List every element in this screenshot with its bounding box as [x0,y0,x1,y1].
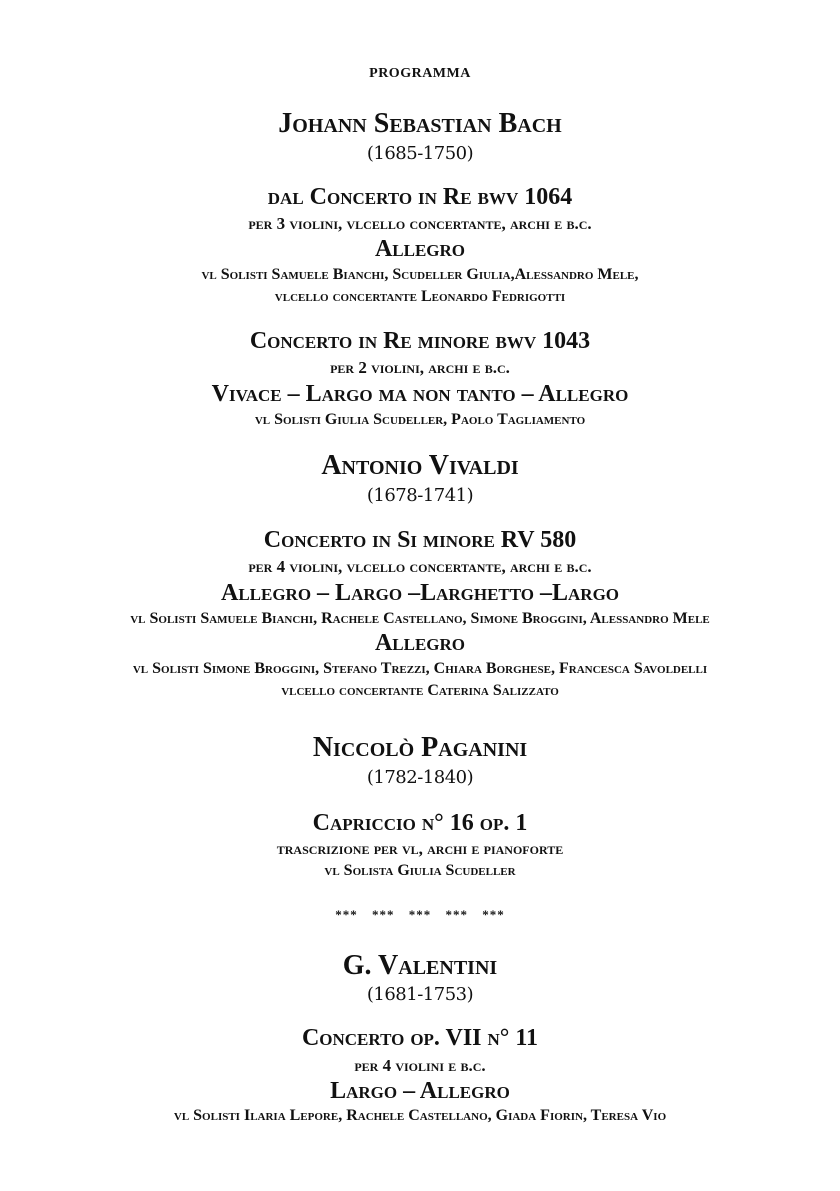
performers-bwv1064-1: vl Solisti Samuele Bianchi, Scudeller Giulia,Alessandro Mele, [201,266,639,283]
composer-dates-paganini: (1782-1840) [366,767,474,788]
work-subtitle-rv580: per 4 violini, vlcello concertante, archi e b.c. [248,557,592,576]
performers-bwv1064-2: vlcello concertante Leonardo Fedrigotti [274,288,566,305]
program-heading: programma [369,60,471,82]
movement-bwv1064: Allegro [374,236,466,262]
movement-rv580-1: Allegro – Largo –Larghetto –Largo [220,580,620,606]
work-title-capriccio: Capriccio n° 16 op. 1 [312,810,528,836]
work-title-bwv1043: Concerto in Re minore bwv 1043 [249,328,591,354]
work-title-bwv1064: dal Concerto in Re bwv 1064 [267,184,573,210]
performers-rv580-2: vl Solisti Simone Broggini, Stefano Trezzi, Chiara Borghese, Francesca Savoldelli [132,660,708,677]
composer-name-paganini: Niccolò Paganini [312,732,528,763]
composer-name-bach: Johann Sebastian Bach [278,108,562,139]
composer-dates-bach: (1685-1750) [366,143,474,164]
movement-op7: Largo – Allegro [330,1078,510,1104]
movement-bwv1043: Vivace – Largo ma non tanto – Allegro [211,381,629,407]
performers-capriccio: vl Solista Giulia Scudeller [324,862,516,879]
performers-op7: vl Solisti Ilaria Lepore, Rachele Castellano, Giada Fiorin, Teresa Vio [173,1107,667,1124]
work-subtitle-capriccio: trascrizione per vl, archi e pianoforte [276,839,564,858]
composer-name-valentini: G. Valentini [342,950,498,981]
work-subtitle-bwv1064: per 3 violini, vlcello concertante, archi e b.c. [248,214,592,233]
composer-dates-valentini: (1681-1753) [366,984,474,1005]
work-subtitle-op7: per 4 violini e b.c. [354,1056,486,1075]
work-subtitle-bwv1043: per 2 violini, archi e b.c. [330,358,510,377]
performers-rv580-3: vlcello concertante Caterina Salizzato [281,682,559,699]
section-separator: *** *** *** *** *** [335,907,505,922]
movement-rv580-2: Allegro [374,630,466,656]
work-title-op7: Concerto op. VII n° 11 [301,1025,539,1051]
performers-rv580-1: vl Solisti Samuele Bianchi, Rachele Castellano, Simone Broggini, Alessandro Mele [130,610,710,627]
composer-name-vivaldi: Antonio Vivaldi [321,450,519,481]
composer-dates-vivaldi: (1678-1741) [366,485,474,506]
performers-bwv1043: vl Solisti Giulia Scudeller, Paolo Tagliamento [254,411,586,428]
work-title-rv580: Concerto in Si minore RV 580 [263,527,577,553]
